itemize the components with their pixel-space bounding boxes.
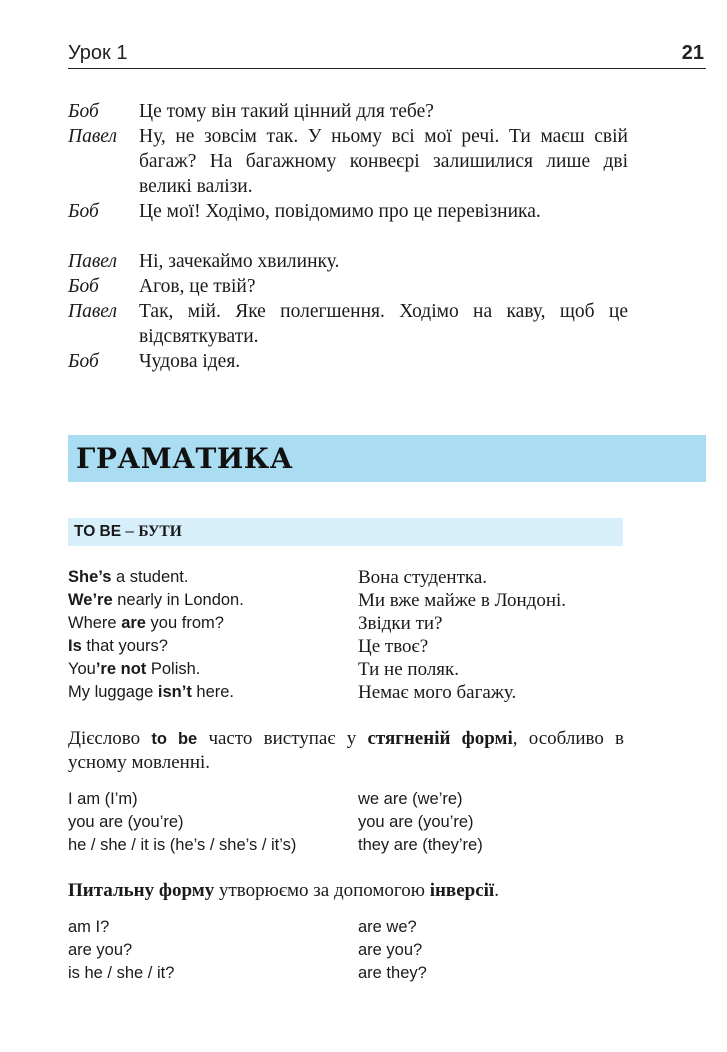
example-en-bold: ’re not (95, 660, 147, 678)
example-en-bold: are (121, 614, 146, 632)
example-en-pre: My luggage (68, 683, 158, 701)
utterance: Чудова ідея. (139, 351, 241, 372)
contraction-left: I am (I’m) (68, 790, 138, 808)
example-ua: Ти не поляк. (358, 659, 460, 680)
question-right: are you? (358, 941, 423, 959)
para-text: . (494, 880, 499, 901)
contraction-row (68, 834, 668, 857)
contraction-right: they are (they’re) (358, 836, 483, 854)
dialogue-line (68, 124, 628, 199)
example-en (68, 658, 200, 681)
example-en-rest: you from? (145, 614, 224, 632)
speaker: Боб (68, 101, 99, 122)
example-en-pre: You (68, 660, 96, 678)
example-en (68, 635, 168, 658)
example-ua: Звідки ти? (358, 613, 443, 634)
contraction-right: we are (we’re) (358, 790, 463, 808)
question-row (68, 916, 668, 939)
questions-table (68, 916, 668, 985)
question-row (68, 939, 668, 962)
example-en-rest: a student. (111, 568, 189, 586)
example-en-bold: isn’t (157, 683, 192, 701)
dialogue-line (68, 274, 628, 299)
utterance: Агов, це твій? (139, 276, 256, 297)
utterance: Це тому він такий цінний для тебе? (139, 101, 434, 122)
speaker: Павел (68, 251, 117, 272)
para-en-term: to be (151, 730, 198, 748)
para-text: Дієслово (68, 728, 152, 749)
speaker: Павел (68, 126, 117, 147)
example-ua: Це твоє? (358, 636, 429, 657)
speaker: Павел (68, 301, 117, 322)
section-title: ГРАМАТИКА (76, 442, 294, 475)
dialogue-line (68, 99, 628, 124)
dialogue-line (68, 349, 628, 374)
example-en (68, 681, 234, 704)
question-row (68, 962, 668, 985)
para-text: , особливо в усному мовленні. (68, 728, 625, 773)
example-ua: Немає мого багажу. (358, 682, 517, 703)
example-en (68, 566, 188, 589)
example-en-rest: nearly in London. (112, 591, 244, 609)
example-en (68, 589, 244, 612)
examples-table (68, 566, 668, 704)
example-en-rest: that yours? (81, 637, 168, 655)
dialogue-gap (68, 224, 628, 249)
subsection-title (74, 521, 182, 543)
example-ua: Вона студентка. (358, 567, 488, 588)
dialogue-line (68, 199, 628, 224)
example-en (68, 612, 224, 635)
example-ua: Ми вже майже в Лондоні. (358, 590, 567, 611)
example-en-bold: She’s (68, 568, 112, 586)
running-header (68, 40, 706, 69)
dialogue-line (68, 249, 628, 274)
dialogue-line (68, 299, 628, 349)
explanation-paragraph (68, 727, 624, 774)
example-row (68, 658, 668, 681)
para-text: утворюємо за допомогою (214, 880, 430, 901)
example-row (68, 635, 668, 658)
question-right: are we? (358, 918, 417, 936)
subsection-banner (68, 518, 623, 546)
para-bold-term: Питальну форму (68, 880, 215, 901)
subsection-en: TO BE (74, 523, 122, 540)
utterance: Ну, не зовсім так. У ньому всі мої речі. Ти маєш свій багаж? На багажному конвеєрі залишилися лише дві великі валізи. (139, 126, 628, 197)
question-right: are they? (358, 964, 427, 982)
contraction-right: you are (you’re) (358, 813, 474, 831)
dialogue (68, 99, 628, 374)
para-bold-term: стягненій формі (367, 728, 513, 749)
utterance: Ні, зачекаймо хвилинку. (139, 251, 340, 272)
speaker: Боб (68, 201, 99, 222)
example-en-bold: We’re (68, 591, 113, 609)
section-banner (68, 435, 706, 482)
lesson-label: Урок 1 (68, 42, 128, 64)
question-left: are you? (68, 941, 133, 959)
example-en-pre: Where (68, 614, 122, 632)
example-row (68, 612, 668, 635)
example-row (68, 566, 668, 589)
question-left: is he / she / it? (68, 964, 175, 982)
contraction-left: he / she / it is (he’s / she’s / it’s) (68, 836, 297, 854)
example-en-rest: Polish. (146, 660, 201, 678)
contraction-row (68, 811, 668, 834)
utterance: Це мої! Ходімо, повідомимо про це перевізника. (139, 201, 541, 222)
speaker: Боб (68, 351, 99, 372)
question-paragraph (68, 879, 624, 902)
question-left: am I? (68, 918, 110, 936)
example-row (68, 589, 668, 612)
example-en-rest: here. (191, 683, 235, 701)
page-number: 21 (681, 42, 704, 64)
para-bold-term: інверсії (429, 880, 495, 901)
para-text: часто виступає у (197, 728, 368, 749)
subsection-dash: – (121, 523, 139, 540)
contractions-table (68, 788, 668, 857)
example-row (68, 681, 668, 704)
utterance: Так, мій. Яке полегшення. Ходімо на каву, щоб це відсвяткувати. (139, 301, 628, 347)
contraction-left: you are (you’re) (68, 813, 184, 831)
subsection-ua: БУТИ (138, 523, 182, 540)
speaker: Боб (68, 276, 99, 297)
contraction-row (68, 788, 668, 811)
example-en-bold: Is (68, 637, 82, 655)
